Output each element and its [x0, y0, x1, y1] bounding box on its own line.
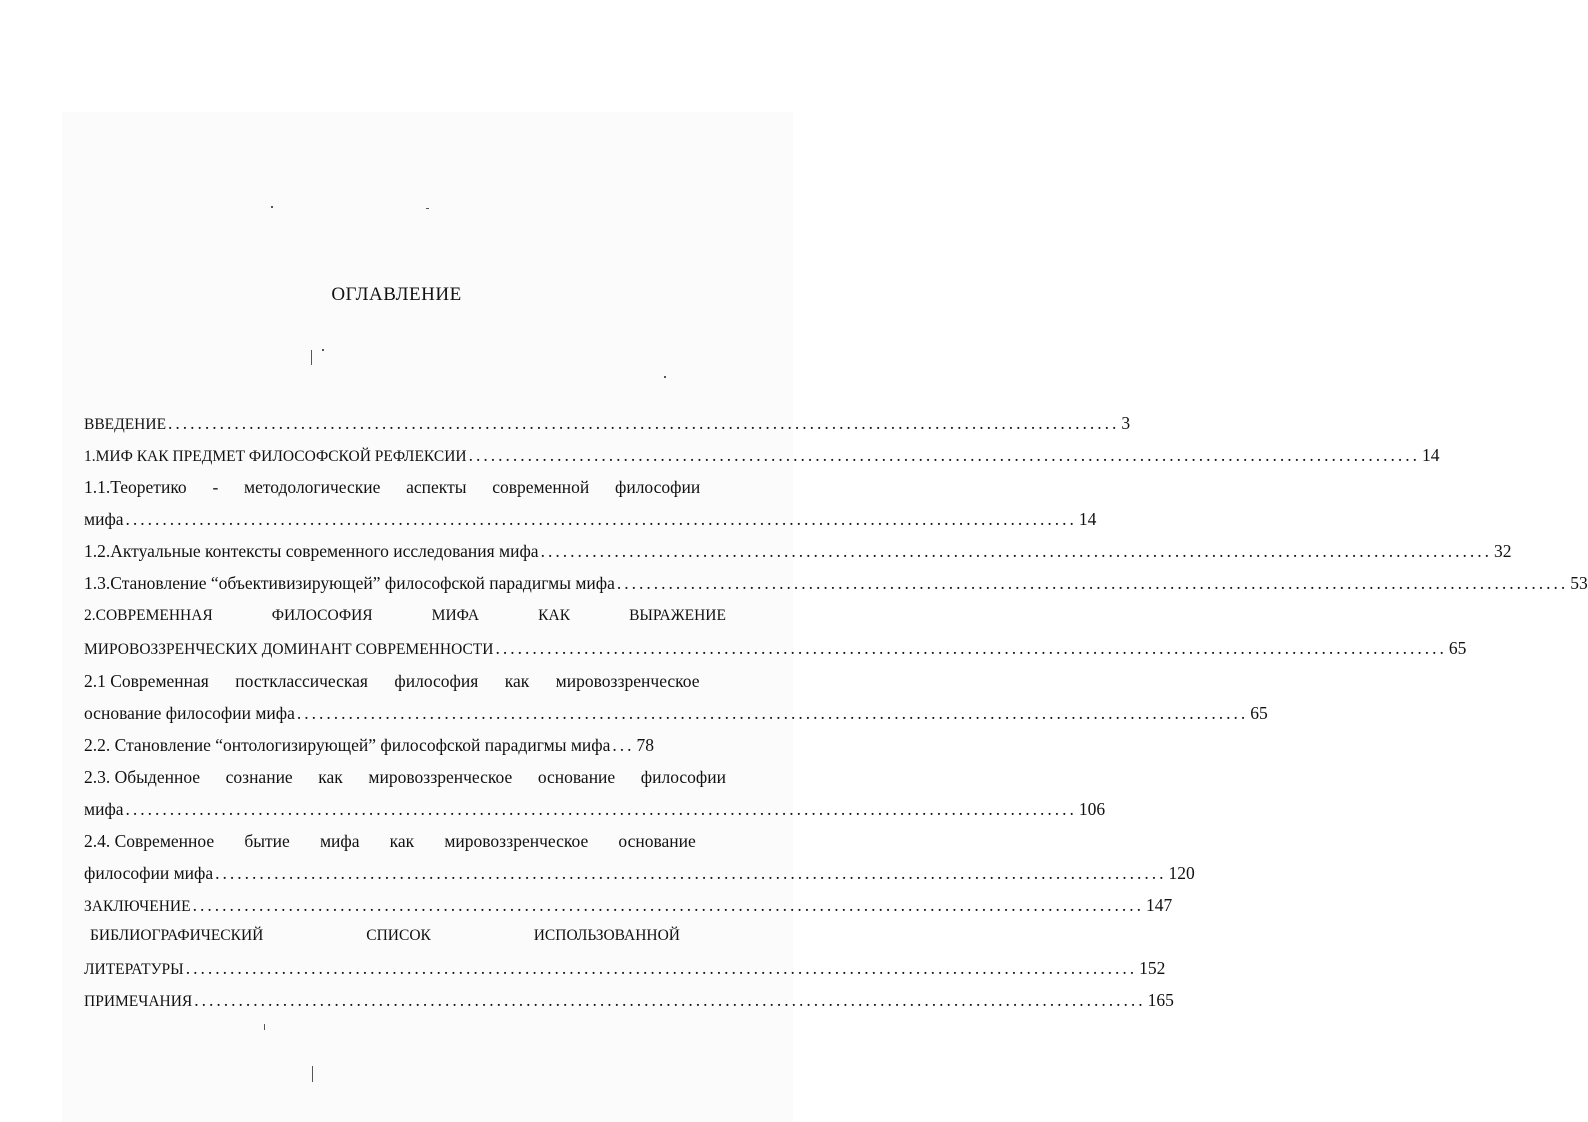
toc-entry-page: 65: [1448, 638, 1467, 658]
page-title: ОГЛАВЛЕНИЕ: [331, 284, 462, 305]
toc-word: мифа: [319, 831, 360, 851]
scan-speck: [664, 376, 666, 378]
toc-entry-label: 1.3.Становление “объективизирующей” философской парадигмы мифа: [84, 573, 615, 593]
toc-word: философия: [394, 671, 479, 691]
toc-word: философии: [640, 767, 726, 787]
toc-word: 2.СОВРЕМЕННАЯ: [84, 607, 213, 624]
toc-word: мировоззренческое: [444, 831, 589, 851]
toc-word: бытие: [244, 831, 290, 851]
toc-entry: [84, 636, 1467, 660]
scan-speck: [311, 350, 312, 365]
toc-entry-page: 3: [1121, 413, 1131, 433]
toc-leader-dots: ...: [612, 735, 635, 755]
toc-entry-label: основание философии мифа: [84, 703, 295, 723]
toc-entry-page: 14: [1078, 509, 1097, 529]
toc-word: 2.4. Современное: [84, 831, 215, 851]
toc-entry: [84, 797, 1106, 821]
toc-word: как: [389, 831, 415, 851]
toc-word: основание: [618, 831, 696, 851]
scan-speck: [322, 349, 324, 351]
toc-word: 2.3. Обыденное: [84, 767, 201, 787]
toc-leader-dots: .................................................................................................................................: [296, 703, 1249, 723]
toc-entry: [84, 956, 1166, 980]
toc-entry-label: философии мифа: [84, 863, 214, 883]
toc-word: ВЫРАЖЕНИЕ: [629, 607, 726, 624]
scan-speck: [264, 1024, 265, 1030]
toc-leader-dots: .................................................................................................................................: [215, 863, 1167, 883]
toc-entry: [84, 443, 1440, 467]
toc-word: МИФА: [431, 607, 480, 624]
toc-leader-dots: .................................................................................................................................: [194, 990, 1146, 1010]
toc-word: ФИЛОСОФИЯ: [271, 607, 373, 624]
toc-entry: [84, 733, 726, 757]
toc-leader-dots: .................................................................................................................................: [192, 895, 1144, 915]
toc-entry: [84, 988, 1174, 1012]
toc-word: постклассическая: [235, 671, 368, 691]
toc-entry-first-line: [84, 829, 726, 853]
scan-speck: [312, 1066, 313, 1082]
toc-leader-dots: .................................................................................................................................: [616, 573, 1569, 593]
toc-entry-page: 53: [1570, 573, 1588, 593]
toc-entry-first-line: [84, 765, 726, 789]
toc-leader-dots: .................................................................................................................................: [495, 638, 1447, 658]
toc-entry-label: ПРИМЕЧАНИЯ: [84, 993, 193, 1010]
toc-entry-label: ЗАКЛЮЧЕНИЕ: [84, 898, 191, 915]
toc-word: 1.1.Теоретико: [84, 477, 187, 497]
toc-entry-label: мифа: [84, 799, 124, 819]
toc-entry-label: МИРОВОЗЗРЕНЧЕСКИХ ДОМИНАНТ СОВРЕМЕННОСТИ: [84, 641, 494, 658]
toc-word: мировоззренческое: [555, 671, 700, 691]
toc-word: СПИСОК: [366, 927, 431, 944]
toc-entry-label: 1.МИФ КАК ПРЕДМЕТ ФИЛОСОФСКОЙ РЕФЛЕКСИИ: [84, 448, 467, 465]
toc-entry: [84, 571, 1588, 595]
toc-leader-dots: .................................................................................................................................: [468, 445, 1420, 465]
toc-entry: [84, 701, 1268, 725]
toc-entry-page: 14: [1421, 445, 1440, 465]
toc-word: философии: [615, 477, 701, 497]
toc-word: современной: [492, 477, 590, 497]
toc-entry-page: 106: [1078, 799, 1106, 819]
toc-entry-page: 147: [1145, 895, 1173, 915]
scan-speck: [271, 206, 273, 208]
toc-leader-dots: .................................................................................................................................: [185, 958, 1138, 978]
toc-entry: [84, 861, 1195, 885]
toc-entry-label: 2.2. Становление “онтологизирующей” философской парадигмы мифа: [84, 735, 611, 755]
toc-entry: [84, 539, 1512, 563]
toc-entry-page: 65: [1250, 703, 1268, 723]
toc-entry: [84, 893, 1173, 917]
toc-word: КАК: [538, 607, 571, 624]
toc-word: основание: [537, 767, 616, 787]
toc-entry-label: ВВЕДЕНИЕ: [84, 416, 167, 433]
toc-entry: [84, 507, 1097, 531]
scan-speck: [426, 208, 429, 209]
toc-word: методологические: [244, 477, 381, 497]
toc-leader-dots: .................................................................................................................................: [168, 413, 1120, 433]
toc-leader-dots: .................................................................................................................................: [125, 799, 1077, 819]
toc-entry-page: 152: [1139, 958, 1166, 978]
toc-entry-label: 1.2.Актуальные контексты современного исследования мифа: [84, 541, 539, 561]
toc-word: как: [318, 767, 343, 787]
toc-entry-first-line: [84, 604, 726, 628]
toc-word: БИБЛИОГРАФИЧЕСКИЙ: [90, 927, 264, 944]
toc-word: мировоззренческое: [368, 767, 513, 787]
toc-entry-label: мифа: [84, 509, 124, 529]
toc-leader-dots: .................................................................................................................................: [125, 509, 1077, 529]
toc-entry-page: 32: [1493, 541, 1512, 561]
toc-entry-page: 165: [1147, 990, 1174, 1010]
toc-word: сознание: [225, 767, 293, 787]
toc-word: аспекты: [406, 477, 467, 497]
toc-entry-first-line: [84, 475, 726, 499]
toc-word: ИСПОЛЬЗОВАННОЙ: [533, 927, 680, 944]
toc-entry-first-line: [84, 669, 726, 693]
toc-word: 2.1 Современная: [84, 671, 209, 691]
toc-leader-dots: .................................................................................................................................: [540, 541, 1492, 561]
toc-entry: [84, 411, 1131, 435]
toc-word: как: [504, 671, 530, 691]
toc-word: -: [212, 477, 219, 497]
toc-entry-page: 78: [636, 735, 655, 755]
toc-entry-page: 120: [1168, 863, 1195, 883]
toc-entry-first-line: [90, 924, 680, 948]
toc-entry-label: ЛИТЕРАТУРЫ: [84, 961, 184, 978]
